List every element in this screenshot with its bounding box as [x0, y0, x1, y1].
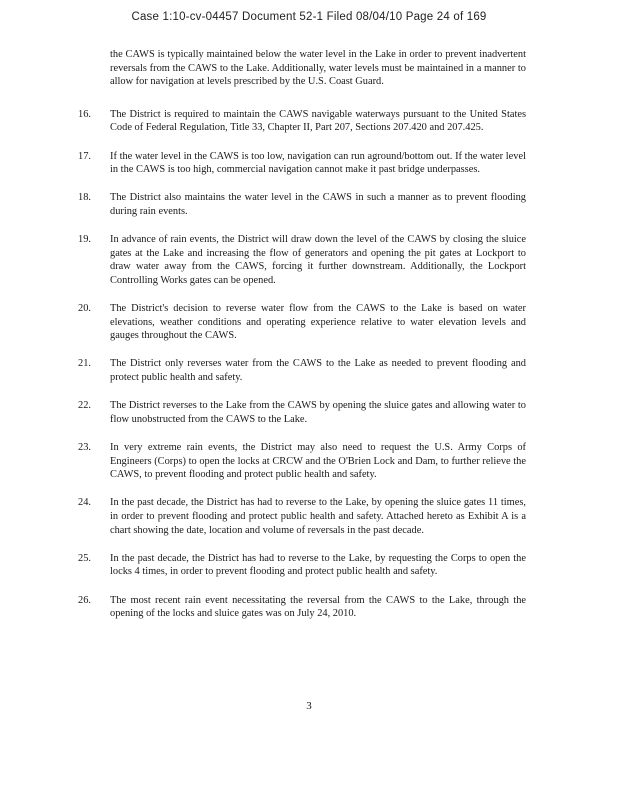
paragraph-number: 19. [78, 234, 91, 246]
paragraph-number: 24. [78, 497, 91, 509]
paragraph-text: The District's decision to reverse water flow from the CAWS to the Lake is based on water elevations, weather conditions and operating experience relative to water elevation levels and gauges throughout the CAWS. [110, 303, 526, 342]
paragraph-text: If the water level in the CAWS is too low, navigation can run aground/bottom out. If the water level in the CAWS is too high, commercial navigation cannot make it past bridge underpasses. [110, 150, 526, 176]
paragraph-19 [78, 233, 526, 287]
paragraph-21 [78, 357, 526, 384]
paragraph-number: 17. [78, 150, 91, 162]
paragraph-25 [78, 552, 526, 579]
document-body [78, 48, 526, 635]
paragraph-18 [78, 191, 526, 218]
paragraph-20 [78, 302, 526, 343]
paragraph-number: 25. [78, 552, 91, 564]
paragraph-number: 16. [78, 108, 91, 120]
paragraph-17 [78, 150, 526, 177]
paragraph-23 [78, 441, 526, 482]
paragraph-number: 21. [78, 358, 91, 370]
paragraph-text: The District reverses to the Lake from the CAWS by opening the sluice gates and allowing water to flow unobstructed from the CAWS to the Lake. [110, 400, 526, 425]
paragraph-text: The most recent rain event necessitating the reversal from the CAWS to the Lake, through the opening of the locks and sluice gates was on July 24, 2010. [110, 594, 526, 620]
paragraph-text: In the past decade, the District has had to reverse to the Lake, by requesting the Corps to open the locks 4 times, in order to prevent flooding and protect public health and safety. [110, 552, 526, 578]
paragraph-text: In the past decade, the District has had to reverse to the Lake, by opening the sluice gates 11 times, in order to prevent flooding and protect public health and safety. Attached hereto as Exhibit A is a chart showing the date, location and volume of reversals in the past decade. [110, 497, 526, 536]
paragraph-26 [78, 594, 526, 621]
paragraph-number: 26. [78, 594, 91, 606]
paragraph-text: In very extreme rain events, the District may also need to request the U.S. Army Corps of Engineers (Corps) to open the locks at CRCW and the O'Brien Lock and Dam, to further relieve the CAWS, to prevent flooding and protect public health and safety. [110, 442, 526, 481]
paragraph-16 [78, 108, 526, 135]
paragraph-text: In advance of rain events, the District will draw down the level of the CAWS by closing the sluice gates at the Lake and increasing the flow of generators and opening the pit gates at Lockport to draw water away from the CAWS, forcing it further downstream. Additionally, the Lockport Controlling Works gates can be opened. [110, 234, 526, 286]
paragraph-number: 20. [78, 303, 91, 315]
paragraph-24 [78, 496, 526, 537]
paragraph-text: The District also maintains the water level in the CAWS in such a manner as to prevent flooding during rain events. [110, 192, 526, 217]
paragraph-number: 23. [78, 442, 91, 454]
page-number: 3 [306, 700, 312, 712]
paragraph-number: 18. [78, 192, 91, 204]
continuation-text: the CAWS is typically maintained below the water level in the Lake in order to prevent inadvertent reversals from the CAWS to the Lake. Additionally, water levels must be maintained in a manner to allow for navigation at levels prescribed by the U.S. Coast Guard. [110, 49, 526, 88]
paragraph-22 [78, 399, 526, 426]
paragraph-text: The District only reverses water from the CAWS to the Lake as needed to prevent flooding and protect public health and safety. [110, 358, 526, 384]
paragraph-number: 22. [78, 400, 91, 412]
paragraph-text: The District is required to maintain the CAWS navigable waterways pursuant to the United States Code of Federal Regulation, Title 33, Chapter II, Part 207, Sections 207.420 and 207.425. [110, 108, 526, 134]
case-header: Case 1:10-cv-04457 Document 52-1 Filed 08/04/10 Page 24 of 169 [131, 11, 487, 23]
